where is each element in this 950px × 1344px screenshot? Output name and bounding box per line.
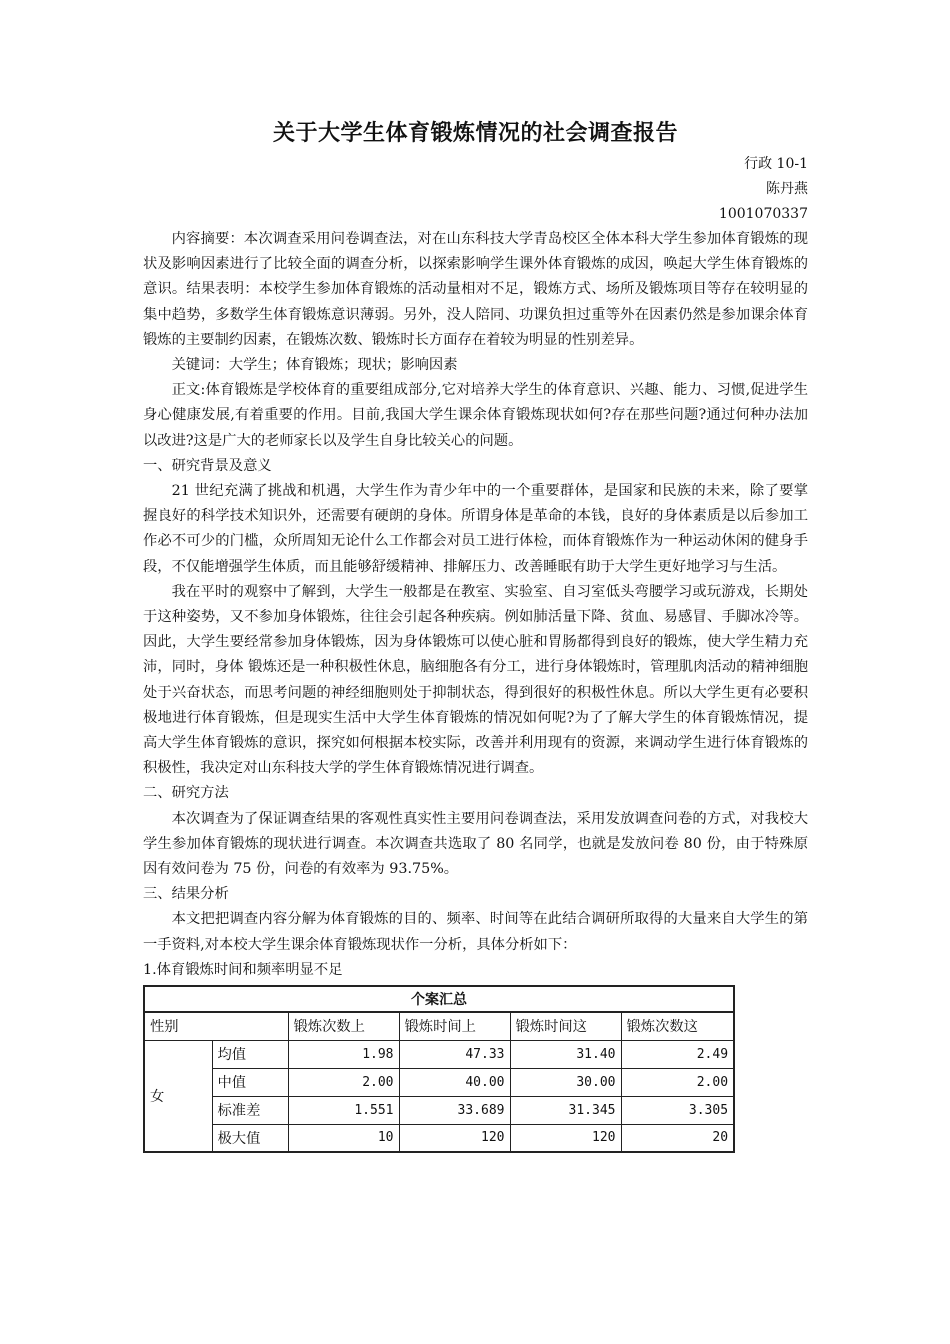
- header-col-1: 锻炼次数上: [288, 1012, 399, 1040]
- row-label: 极大值: [212, 1124, 288, 1152]
- section1-paragraph-2: 我在平时的观察中了解到，大学生一般都是在教室、实验室、自习室低头弯腰学习或玩游戏，长期处于这种姿势，又不参加身体锻炼，往往会引起各种疾病。例如肺活量下降、贫血、易感冒、手脚冰冷等。因此，大学生要经常参加身体锻炼，因为身体锻炼可以使心脏和胃肠都得到良好的锻炼，使大学生精力充沛，同时，身体 锻炼还是一种积极性休息，脑细胞各有分工，进行身体锻炼时，管理肌肉活动的精神细胞处于兴奋状态，而思考问题的神经细胞则处于抑制状态，得到很好的积极性休息。所以大学生更有必要积极地进行体育锻炼，但是现实生活中大学生体育锻炼的情况如何呢?为了了解大学生的体育锻炼情况，提高大学生体育锻炼的意识，探究如何根据本校实际，改善并利用现有的资源，来调动学生进行体育锻炼的积极性，我决定对山东科技大学的学生体育锻炼情况进行调查。: [143, 583, 808, 777]
- intro-paragraph: 正文:体育锻炼是学校体育的重要组成部分,它对培养大学生的体育意识、兴趣、能力、习惯,促进学生身心健康发展,有着重要的作用。目前,我国大学生课余体育锻炼现状如何?存在那些问题?通过何种办法加以改进?这是广大的老师家长以及学生自身比较关心的问题。: [143, 382, 808, 449]
- table-cell: 33.689: [399, 1096, 510, 1124]
- table-cell: 20: [621, 1124, 734, 1152]
- table-cell: 1.98: [288, 1040, 399, 1068]
- table-row: [144, 1040, 734, 1068]
- header-col-2: 锻炼时间上: [399, 1012, 510, 1040]
- header-col-3: 锻炼时间这: [510, 1012, 621, 1040]
- table-cell: 2.00: [621, 1068, 734, 1096]
- row-label: 均值: [212, 1040, 288, 1068]
- section1-heading: 一、研究背景及意义: [143, 457, 272, 474]
- case-summary-table: [143, 985, 735, 1153]
- header-gender: 性别: [144, 1012, 288, 1040]
- row-label: 中值: [212, 1068, 288, 1096]
- section3-heading: 三、结果分析: [143, 886, 229, 903]
- keywords-line: 关键词：大学生；体育锻炼；现状；影响因素: [171, 357, 458, 374]
- table-cell: 47.33: [399, 1040, 510, 1068]
- table-row: [144, 1124, 734, 1152]
- section3-paragraph-1: 本文把把调查内容分解为体育锻炼的目的、频率、时间等在此结合调研所取得的大量来自大学生的第一手资料,对本校大学生课余体育锻炼现状作一分析，具体分析如下：: [143, 911, 808, 953]
- table-cell: 40.00: [399, 1068, 510, 1096]
- table-cell: 2.00: [288, 1068, 399, 1096]
- table-cell: 2.49: [621, 1040, 734, 1068]
- table-cell: 31.345: [510, 1096, 621, 1124]
- header-col-4: 锻炼次数这: [621, 1012, 734, 1040]
- table-cell: 120: [399, 1124, 510, 1152]
- case-summary-table-wrap: [143, 985, 733, 1153]
- table-cell: 1.551: [288, 1096, 399, 1124]
- section2-heading: 二、研究方法: [143, 785, 229, 802]
- abstract-paragraph: 内容摘要：本次调查采用问卷调查法，对在山东科技大学青岛校区全体本科大学生参加体育锻炼的现状及影响因素进行了比较全面的调查分析，以探索影响学生课外体育锻炼的成因，唤起大学生体育锻炼的意识。结果表明：本校学生参加体育锻炼的活动量相对不足，锻炼方式、场所及锻炼项目等存在较明显的集中趋势，多数学生体育锻炼意识薄弱。另外，没人陪同、功课负担过重等外在因素仍然是参加课余体育锻炼的主要制约因素，在锻炼次数、锻炼时长方面存在着较为明显的性别差异。: [143, 231, 808, 348]
- table-cell: 30.00: [510, 1068, 621, 1096]
- author-class: 行政 10-1: [744, 156, 808, 172]
- author-name: 陈丹燕: [766, 181, 808, 197]
- table-row: [144, 1096, 734, 1124]
- table-caption: 个案汇总: [144, 986, 734, 1012]
- report-title: 关于大学生体育锻炼情况的社会调查报告: [272, 121, 678, 146]
- section1-paragraph-1: 21 世纪充满了挑战和机遇，大学生作为青少年中的一个重要群体，是国家和民族的未来，除了要掌握良好的科学技术知识外，还需要有硬朗的身体。所谓身体是革命的本钱，良好的身体素质是以后参加工作必不可少的门槛，众所周知无论什么工作都会对员工进行体检，而体育锻炼作为一种运动休闲的健身手段，不仅能增强学生体质，而且能够舒缓精神、排解压力、改善睡眠有助于大学生更好地学习与生活。: [143, 483, 808, 575]
- table-cell: 10: [288, 1124, 399, 1152]
- table-cell: 31.40: [510, 1040, 621, 1068]
- table-cell: 120: [510, 1124, 621, 1152]
- table-header-row: [144, 1012, 734, 1040]
- group-label: 女: [144, 1040, 212, 1152]
- author-id: 1001070337: [718, 206, 808, 222]
- document-page: [143, 118, 808, 1153]
- table-cell: 3.305: [621, 1096, 734, 1124]
- subsection-heading: 1.体育锻炼时间和频率明显不足: [143, 961, 343, 978]
- section2-paragraph-1: 本次调查为了保证调查结果的客观性真实性主要用问卷调查法，采用发放调查问卷的方式，对我校大学生参加体育锻炼的现状进行调查。本次调查共选取了 80 名同学，也就是发放问卷 80 份，由于特殊原因有效问卷为 75 份，问卷的有效率为 93.75%。: [143, 810, 808, 878]
- table-row: [144, 1068, 734, 1096]
- row-label: 标准差: [212, 1096, 288, 1124]
